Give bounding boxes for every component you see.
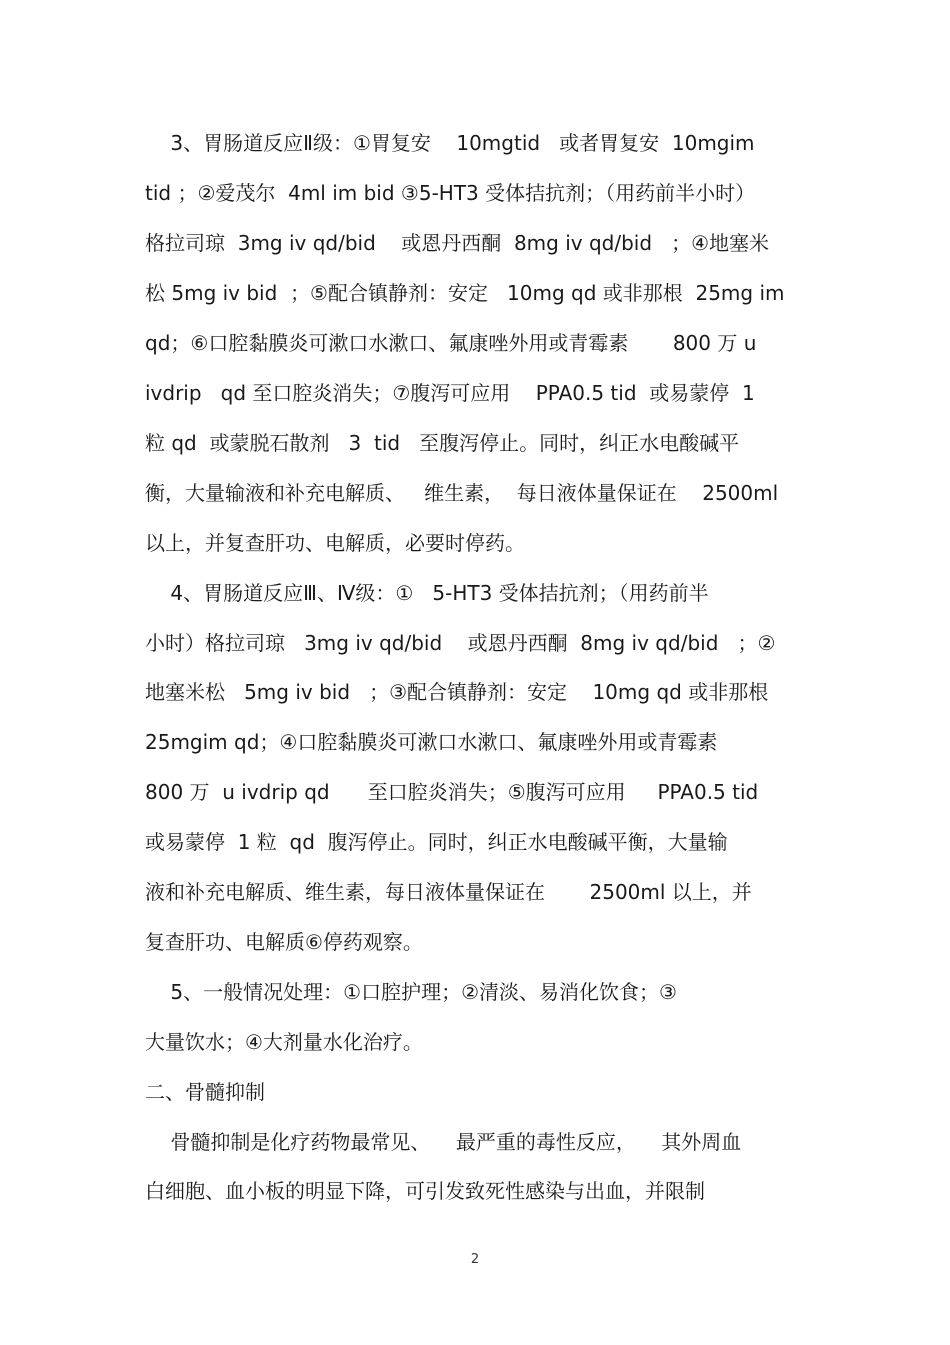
text-line: 松 5mg iv bid ；⑤配合镇静剂：安定 10mg qd 或非那根 25mg im — [145, 281, 785, 305]
text-line: 地塞米松 5mg iv bid ；③配合镇静剂：安定 10mg qd 或非那根 — [145, 680, 769, 704]
text-line: 骨髓抑制是化疗药物最常见、 最严重的毒性反应， 其外周血 — [145, 1130, 742, 1154]
text-line: 液和补充电解质、维生素，每日液体量保证在 2500ml 以上，并 — [145, 880, 752, 904]
text-line: 以上，并复查肝功、电解质，必要时停药。 — [145, 531, 525, 555]
text-line: 25mgim qd；④口腔黏膜炎可漱口水漱口、氟康唑外用或青霉素 — [145, 730, 718, 754]
text-line: 白细胞、血小板的明显下降，可引发致死性感染与出血，并限制 — [145, 1179, 705, 1203]
text-line: 3、胃肠道反应Ⅱ级：①胃复安 10mgtid 或者胃复安 10mgim — [145, 131, 755, 155]
text-line: 复查肝功、电解质⑥停药观察。 — [145, 930, 423, 954]
text-line: 格拉司琼 3mg iv qd/bid 或恩丹西酮 8mg iv qd/bid ；④地塞米 — [145, 231, 770, 255]
text-line: 衡，大量输液和补充电解质、 维生素， 每日液体量保证在 2500ml — [145, 481, 779, 505]
text-line: 或易蒙停 1 粒 qd 腹泻停止。同时，纠正水电酸碱平衡，大量输 — [145, 830, 728, 854]
text-line: 5、一般情况处理：①口腔护理；②清淡、易消化饮食；③ — [145, 980, 677, 1004]
text-line: 4、胃肠道反应Ⅲ、Ⅳ级：① 5-HT3 受体拮抗剂；（用药前半 — [145, 581, 709, 605]
text-line: qd；⑥口腔黏膜炎可漱口水漱口、氟康唑外用或青霉素 800 万 u — [145, 331, 757, 355]
text-line: 小时）格拉司琼 3mg iv qd/bid 或恩丹西酮 8mg iv qd/bid ；② — [145, 631, 776, 655]
page-number: 2 — [470, 1252, 480, 1267]
text-line: 大量饮水；④大剂量水化治疗。 — [145, 1030, 423, 1054]
section-heading: 二、骨髓抑制 — [145, 1080, 265, 1104]
text-line: 粒 qd 或蒙脱石散剂 3 tid 至腹泻停止。同时，纠正水电酸碱平 — [145, 431, 740, 455]
text-line: ivdrip qd 至口腔炎消失；⑦腹泻可应用 PPA0.5 tid 或易蒙停 1 — [145, 381, 755, 405]
text-line: 800 万 u ivdrip qd 至口腔炎消失；⑤腹泻可应用 PPA0.5 tid — [145, 780, 759, 804]
text-line: tid ；②爱茂尔 4ml im bid ③5-HT3 受体拮抗剂；（用药前半小时） — [145, 181, 756, 205]
